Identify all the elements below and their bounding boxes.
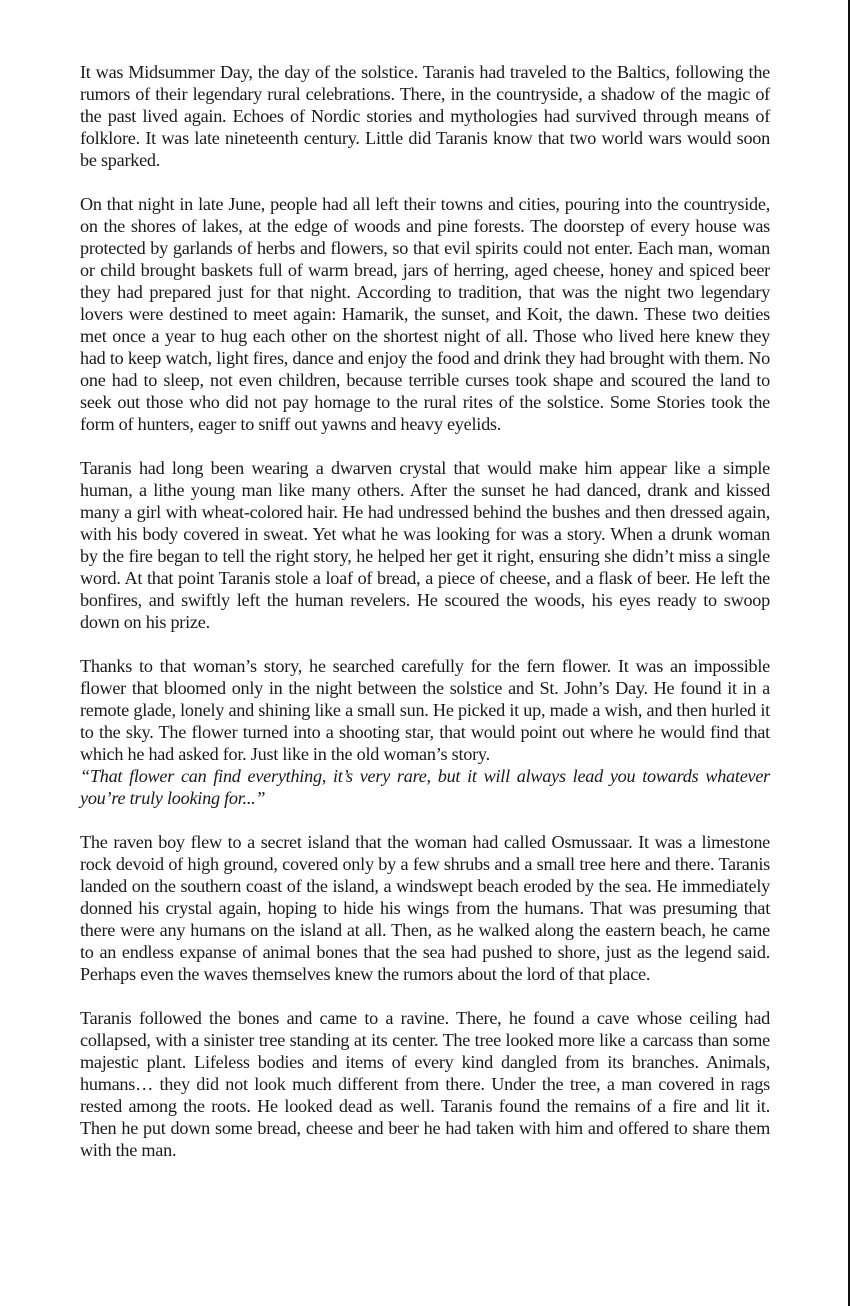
fern-flower-quote: “That flower can find everything, it’s very rare, but it will always lead you towards whatever you’re truly looking for...” bbox=[80, 766, 770, 808]
paragraph-late-june: On that night in late June, people had all left their towns and cities, pouring into the countryside, on the shores of lakes, at the edge of woods and pine forests. The doorstep of every house was protected by garlands of herbs and flowers, so that evil spirits could not enter. Each man, woman or child brought baskets full of warm bread, jars of herring, aged cheese, honey and spiced beer they had prepared just for that night. According to tradition, that was the night two legendary lovers were destined to meet again: Hamarik, the sunset, and Koit, the dawn. These two deities met once a year to hug each other on the shortest night of all. Those who lived here knew they had to keep watch, light fires, dance and enjoy the food and drink they had brought with them. No one had to sleep, not even children, because terrible curses took shape and scoured the land to seek out those who did not pay homage to the rural rites of the solstice. Some Stories took the form of hunters, eager to sniff out yawns and heavy eyelids. bbox=[80, 194, 770, 434]
paragraph-osmussaar: The raven boy flew to a secret island that the woman had called Osmussaar. It was a limestone rock devoid of high ground, covered only by a few shrubs and a small tree here and there. Taranis landed on the southern coast of the island, a windswept beach eroded by the sea. He immediately donned his crystal again, hoping to hide his wings from the humans. That was presuming that there were any humans on the island at all. Then, as he walked along the eastern beach, he came to an endless expanse of animal bones that the sea had pushed to shore, just as the legend said. Perhaps even the waves themselves knew the rumors about the lord of that place. bbox=[80, 832, 770, 984]
story-text bbox=[80, 61, 770, 1183]
paragraph-ravine: Taranis followed the bones and came to a ravine. There, he found a cave whose ceiling had collapsed, with a sinister tree standing at its center. The tree looked more like a carcass than some majestic plant. Lifeless bodies and items of every kind dangled from its branches. Animals, humans… they did not look much different from there. Under the tree, a man covered in rags rested among the roots. He looked dead as well. Taranis found the remains of a fire and lit it. Then he put down some bread, cheese and beer he had taken with him and offered to share them with the man. bbox=[80, 1008, 770, 1160]
paragraph-dwarven-crystal: Taranis had long been wearing a dwarven crystal that would make him appear like a simple human, a lithe young man like many others. After the sunset he had danced, drank and kissed many a girl with wheat-colored hair. He had undressed behind the bushes and then dressed again, with his body covered in sweat. Yet what he was looking for was a story. When a drunk woman by the fire began to tell the right story, he helped her get it right, ensuring she didn’t miss a single word. At that point Taranis stole a loaf of bread, a piece of cheese, and a flask of beer. He left the bonfires, and swiftly left the human revelers. He scoured the woods, his eyes ready to swoop down on his prize. bbox=[80, 458, 770, 632]
paragraph-midsummer: It was Midsummer Day, the day of the solstice. Taranis had traveled to the Baltics, following the rumors of their legendary rural celebrations. There, in the countryside, a shadow of the magic of the past lived again. Echoes of Nordic stories and mythologies had survived through means of folklore. It was late nineteenth century. Little did Taranis know that two world wars would soon be sparked. bbox=[80, 62, 770, 170]
fern-flower-text: Thanks to that woman’s story, he searched carefully for the fern flower. It was an impossible flower that bloomed only in the night between the solstice and St. John’s Day. He found it in a remote glade, lonely and shining like a small sun. He picked it up, made a wish, and then hurled it to the sky. The flower turned into a shooting star, that would point out where he would find that which he had asked for. Just like in the old woman’s story. bbox=[80, 656, 770, 764]
paragraph-fern-flower bbox=[80, 655, 770, 809]
